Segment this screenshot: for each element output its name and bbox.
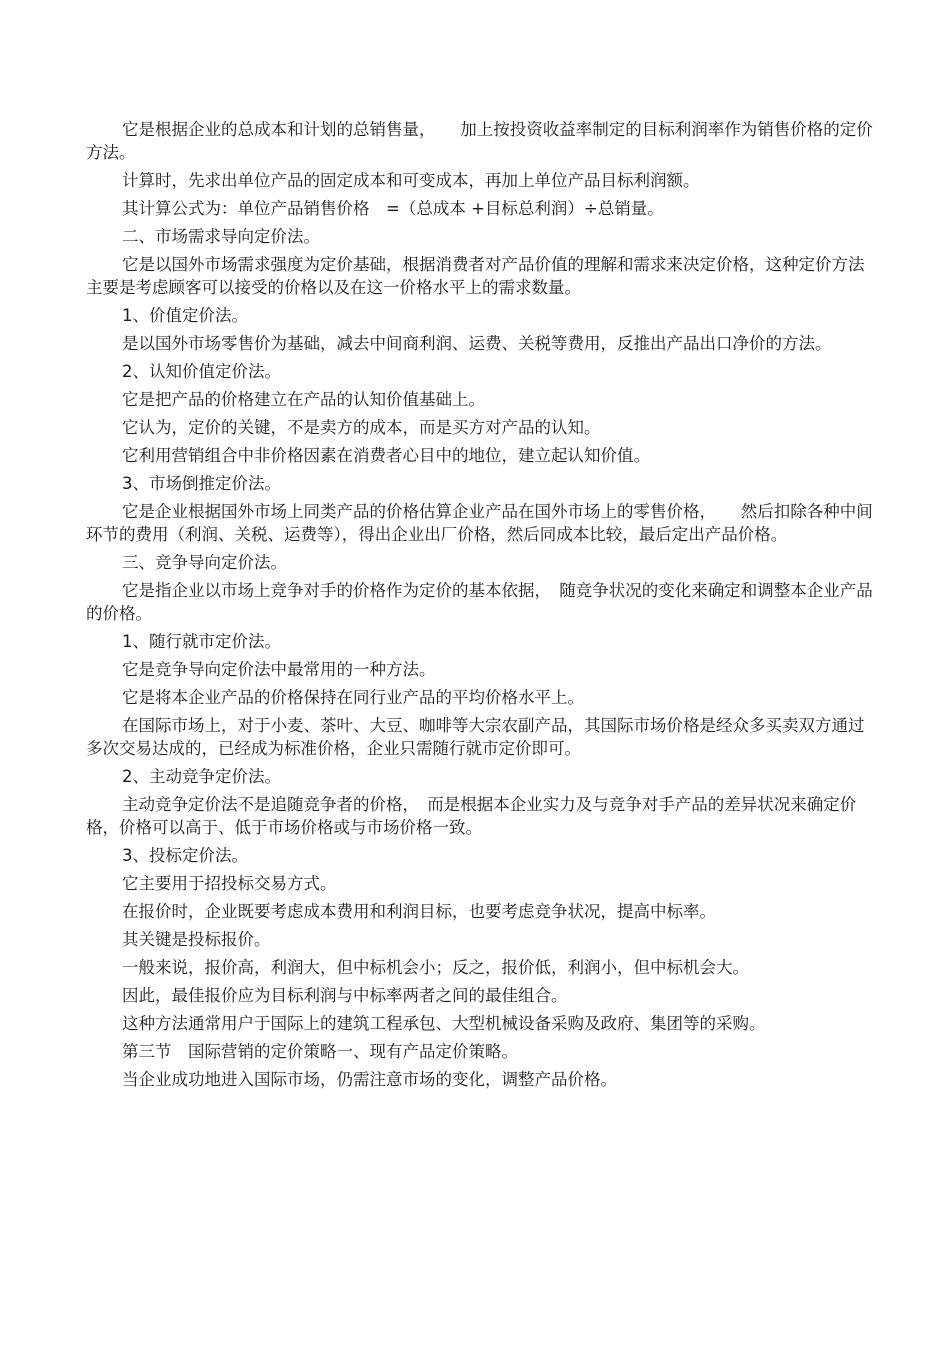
paragraph: 它是指企业以市场上竞争对手的价格作为定价的基本依据， 随竞争状况的变化来确定和调整本企业产品的价格。 [86,581,873,623]
subsection-heading: 2、主动竞争定价法。 [122,767,281,786]
paragraph: 在国际市场上，对于小麦、茶叶、大豆、咖啡等大宗农副产品，其国际市场价格是经众多买卖双方通过多次交易达成的，已经成为标准价格，企业只需随行就市定价即可。 [86,716,865,758]
paragraph: 它利用营销组合中非价格因素在消费者心目中的地位，建立起认知价值。 [122,446,650,465]
subsection-heading: 1、随行就市定价法。 [122,632,281,651]
paragraph: 是以国外市场零售价为基础，减去中间商利润、运费、关税等费用，反推出产品出口净价的方法。 [122,334,832,353]
paragraph: 其计算公式为：单位产品销售价格 =（总成本 +目标总利润）÷总销量。 [122,199,664,218]
subsection-heading: 3、市场倒推定价法。 [122,474,281,493]
subsection-heading: 3、投标定价法。 [122,846,248,865]
paragraph: 因此，最佳报价应为目标利润与中标率两者之间的最佳组合。 [122,986,568,1005]
paragraph: 主动竞争定价法不是追随竞争者的价格， 而是根据本企业实力及与竞争对手产品的差异状况来确定价格，价格可以高于、低于市场价格或与市场价格一致。 [86,795,857,837]
paragraph: 它是竞争导向定价法中最常用的一种方法。 [122,660,436,679]
paragraph: 在报价时，企业既要考虑成本费用和利润目标，也要考虑竞争状况，提高中标率。 [122,902,716,921]
subsection-heading: 1、价值定价法。 [122,306,248,325]
paragraph: 计算时，先求出单位产品的固定成本和可变成本，再加上单位产品目标利润额。 [122,171,700,190]
paragraph: 它是把产品的价格建立在产品的认知价值基础上。 [122,390,485,409]
document-body [86,118,876,1091]
paragraph: 它认为，定价的关键，不是卖方的成本，而是买方对产品的认知。 [122,418,601,437]
paragraph: 它主要用于招投标交易方式。 [122,874,337,893]
paragraph: 当企业成功地进入国际市场，仍需注意市场的变化，调整产品价格。 [122,1070,617,1089]
paragraph: 它是将本企业产品的价格保持在同行业产品的平均价格水平上。 [122,688,584,707]
paragraph: 它是企业根据国外市场上同类产品的价格估算企业产品在国外市场上的零售价格， 然后扣除各种中间环节的费用（利润、关税、运费等），得出企业出厂价格，然后同成本比较，最后定出产品价格。 [86,502,873,544]
subsection-heading: 2、认知价值定价法。 [122,362,281,381]
paragraph: 一般来说，报价高，利润大，但中标机会小；反之，报价低，利润小，但中标机会大。 [122,958,749,977]
paragraph: 它是根据企业的总成本和计划的总销售量， 加上按投资收益率制定的目标利润率作为销售价格的定价方法。 [86,120,873,162]
section-heading: 第三节 国际营销的定价策略一、现有产品定价策略。 [122,1042,518,1061]
section-heading: 三、竞争导向定价法。 [122,553,287,572]
paragraph: 其关键是投标报价。 [122,930,271,949]
section-heading: 二、市场需求导向定价法。 [122,227,320,246]
paragraph: 它是以国外市场需求强度为定价基础，根据消费者对产品价值的理解和需求来决定价格，这种定价方法主要是考虑顾客可以接受的价格以及在这一价格水平上的需求数量。 [86,255,865,297]
paragraph: 这种方法通常用户于国际上的建筑工程承包、大型机械设备采购及政府、集团等的采购。 [122,1014,766,1033]
